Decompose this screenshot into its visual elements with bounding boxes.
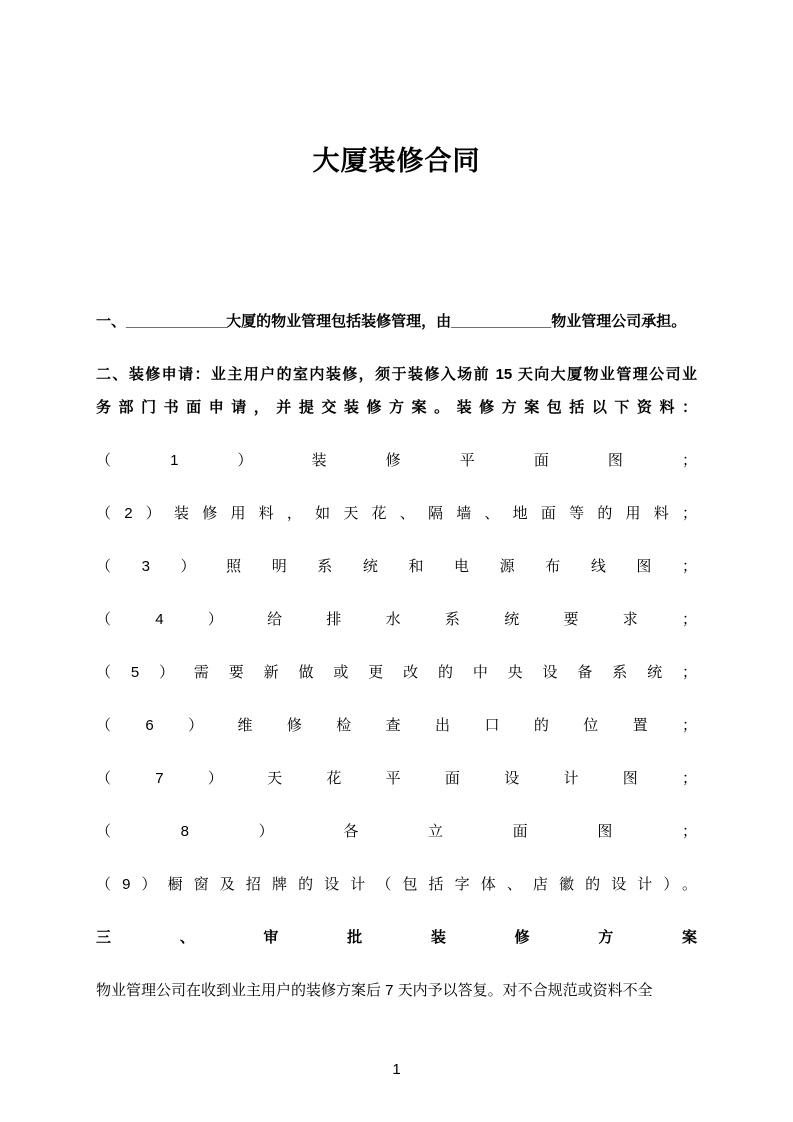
decoration-item-3: （3）照明系统和电源布线图； [96, 558, 697, 575]
clause-2-paragraph [96, 358, 697, 424]
clause-1-paragraph: 一、____________大厦的物业管理包括装修管理，由____________物业管理公司承担。 [96, 313, 687, 330]
document-title: 大厦装修合同 [312, 146, 481, 176]
clause-2-line-2: 务部门书面申请，并提交装修方案。装修方案包括以下资料： [96, 399, 697, 416]
page-number: 1 [392, 1061, 401, 1078]
clause-3-heading: 三、审批装修方案 [96, 929, 697, 946]
clause-2-line-1: 二、装修申请：业主用户的室内装修，须于装修入场前 15 天向大厦物业管理公司业 [96, 366, 697, 383]
decoration-item-9: （9）橱窗及招牌的设计（包括字体、店徽的设计）。 [96, 876, 697, 893]
decoration-item-7: （7）天花平面设计图； [96, 770, 697, 787]
decoration-item-6: （6）维修检查出口的位置； [96, 717, 697, 734]
decoration-item-5: （5）需要新做或更改的中央设备系统； [96, 664, 697, 681]
decoration-item-4: （4）给排水系统要求； [96, 611, 697, 628]
decoration-item-1: （1）装修平面图； [96, 452, 697, 469]
decoration-item-8: （8）各立面图； [96, 823, 697, 840]
decoration-item-2: （2）装修用料，如天花、隔墙、地面等的用料； [96, 505, 697, 522]
clause-3-body-paragraph: 物业管理公司在收到业主用户的装修方案后 7 天内予以答复。对不合规范或资料不全 [96, 982, 653, 999]
